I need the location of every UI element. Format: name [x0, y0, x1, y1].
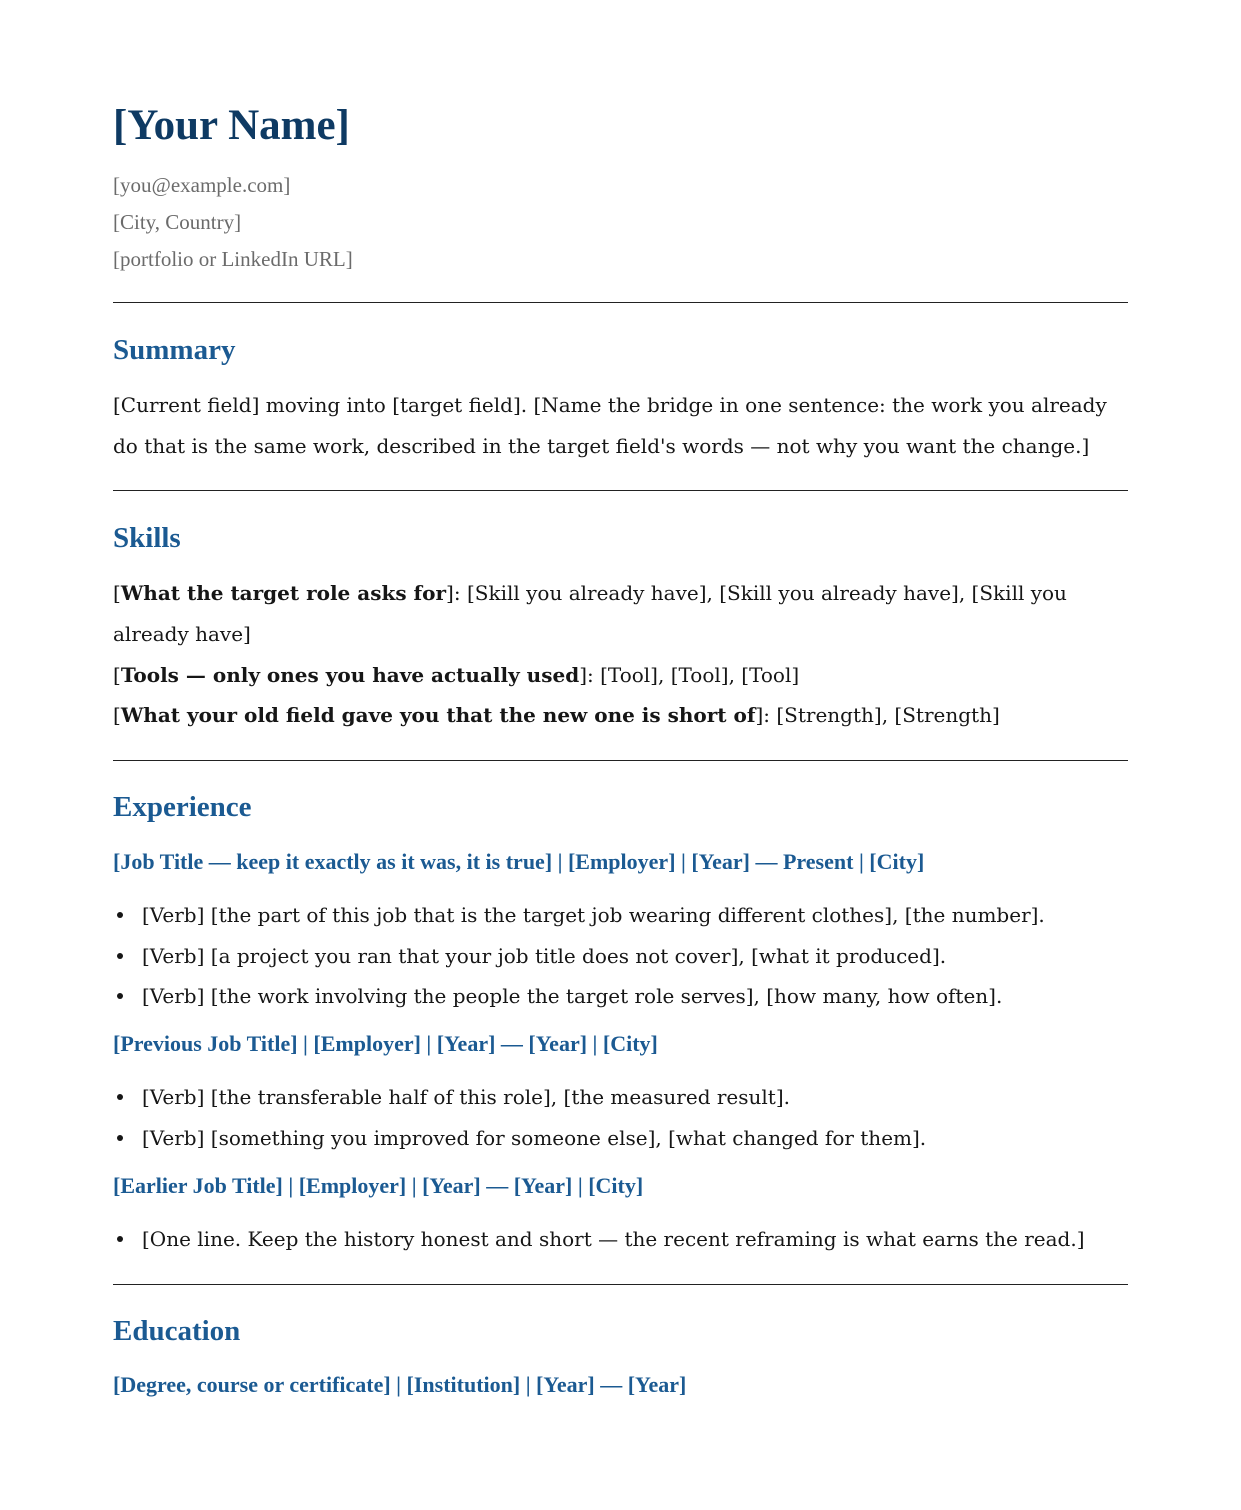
section-divider	[113, 760, 1128, 761]
education-entry: [Degree, course or certificate] | [Institution] | [Year] — [Year]	[113, 1372, 687, 1397]
education-heading: Education	[113, 1315, 241, 1347]
section-divider	[113, 490, 1128, 491]
summary-heading: Summary	[113, 334, 236, 366]
skills-heading: Skills	[113, 522, 181, 554]
job-heading: [Job Title — keep it exactly as it was, it is true] | [Employer] | [Year] — Present | [City]	[113, 849, 925, 874]
skill-row-continued: already have]	[113, 622, 251, 646]
summary-text: [Current field] moving into [target field]. [Name the bridge in one sentence: the work you already do that is the same work, described in the target field's words — not why you want the change.]	[113, 393, 1107, 458]
skill-value: : [Skill you already have], [Skill you already have], [Skill you	[453, 581, 1067, 605]
bullet-icon	[117, 1135, 123, 1141]
contact-url: [portfolio or LinkedIn URL]	[113, 247, 353, 271]
bullet-icon	[117, 1236, 123, 1242]
bracket: ]	[755, 703, 764, 727]
bullet-icon	[117, 1094, 123, 1100]
bracket: [	[113, 703, 121, 727]
section-divider	[113, 1284, 1128, 1285]
skill-value: : [Tool], [Tool], [Tool]	[587, 663, 800, 687]
name-heading: [Your Name]	[113, 102, 350, 149]
list-item-text: [Verb] [the work involving the people the target role serves], [how many, how often].	[142, 984, 1003, 1008]
bracket: ]	[446, 581, 454, 605]
list-item-text: [Verb] [the transferable half of this role], [the measured result].	[142, 1085, 790, 1109]
list-item-text: [Verb] [something you improved for someone else], [what changed for them].	[142, 1126, 927, 1150]
skill-row	[113, 662, 799, 688]
skill-row	[113, 580, 1067, 606]
bullet-icon	[117, 912, 123, 918]
skill-label: What the target role asks for	[120, 581, 447, 605]
bracket: [	[113, 581, 121, 605]
contact-email: [you@example.com]	[113, 173, 291, 197]
experience-heading: Experience	[113, 791, 252, 823]
list-item-text: [Verb] [a project you ran that your job title does not cover], [what it produced].	[142, 944, 947, 968]
skill-row	[113, 702, 1000, 728]
skill-label: Tools — only ones you have actually used	[120, 663, 580, 687]
bullet-icon	[117, 993, 123, 999]
skill-value: : [Strength], [Strength]	[763, 703, 1000, 727]
job-heading: [Earlier Job Title] | [Employer] | [Year] — [Year] | [City]	[113, 1173, 644, 1198]
contact-location: [City, Country]	[113, 210, 242, 234]
job-heading: [Previous Job Title] | [Employer] | [Year] — [Year] | [City]	[113, 1031, 658, 1056]
bracket: ]	[579, 663, 588, 687]
section-divider	[113, 302, 1128, 303]
bullet-icon	[117, 953, 123, 959]
skill-label: What your old field gave you that the new one is short of	[120, 703, 756, 727]
list-item-text: [Verb] [the part of this job that is the target job wearing different clothes], [the number].	[142, 903, 1045, 927]
bracket: [	[113, 663, 121, 687]
list-item-text: [One line. Keep the history honest and short — the recent reframing is what earns the read.]	[142, 1227, 1085, 1251]
